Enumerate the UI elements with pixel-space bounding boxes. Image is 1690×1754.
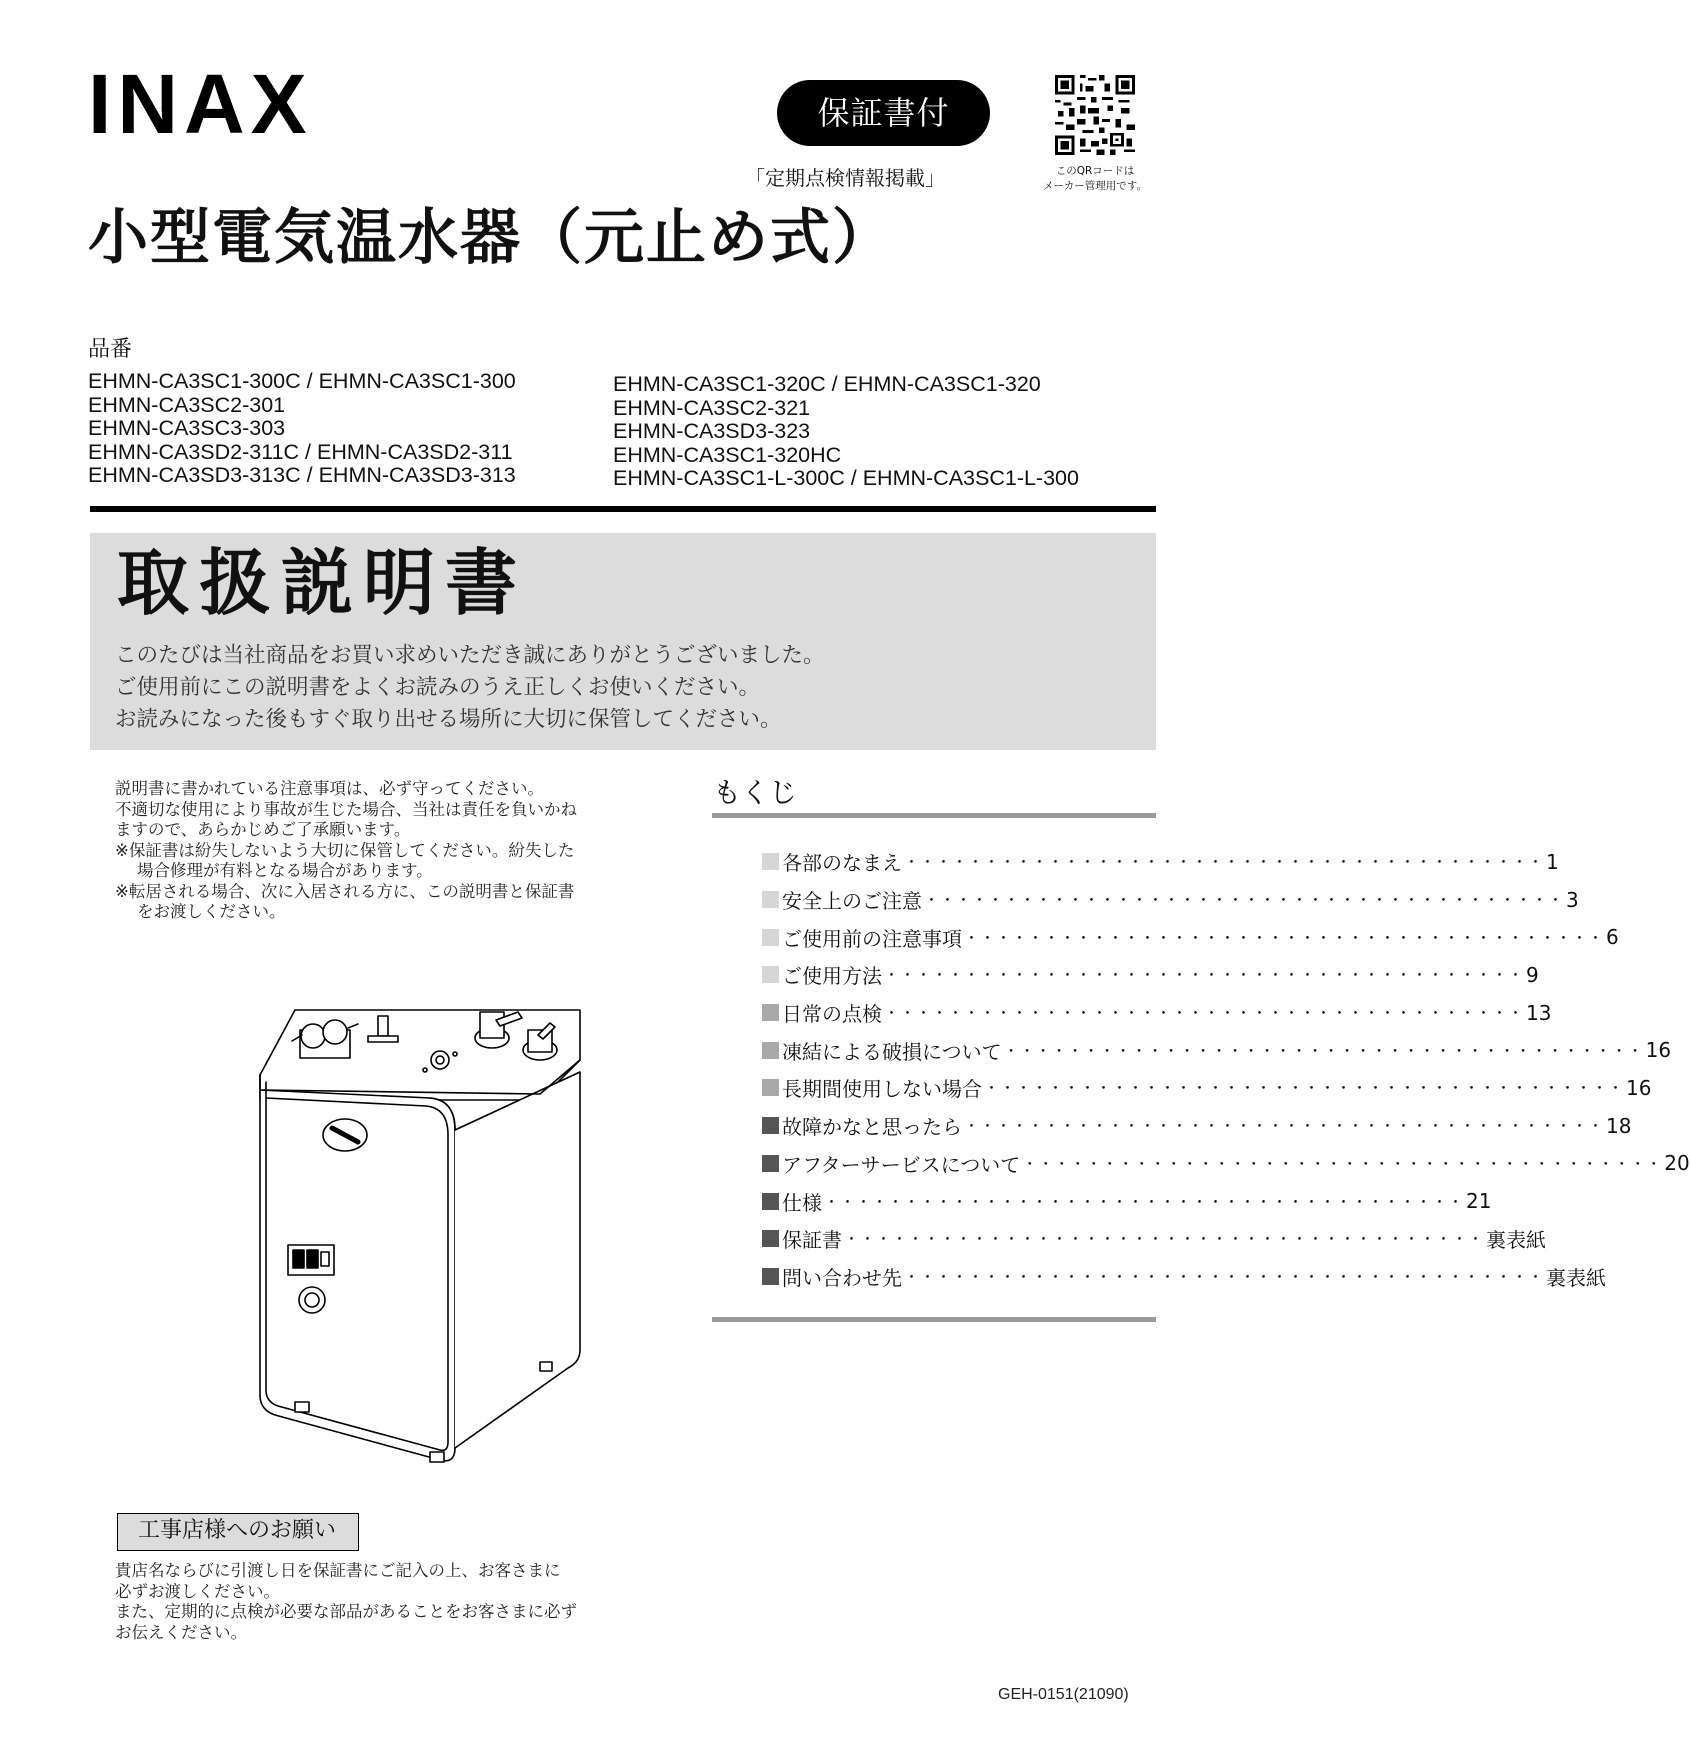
toc-item-label: 故障かなと思ったら	[782, 1115, 962, 1140]
toc-item-page: 3	[1566, 887, 1579, 912]
toc-divider	[712, 1317, 1156, 1322]
square-bullet-icon	[762, 1004, 779, 1021]
toc-item[interactable]	[762, 1182, 1492, 1220]
installer-line: 必ずお渡しください。	[115, 1581, 280, 1601]
table-of-contents	[762, 843, 1690, 1295]
note-line: ※転居される場合、次に入居される方に、この説明書と保証書	[115, 881, 575, 901]
toc-divider	[712, 813, 1156, 818]
qr-note	[1030, 164, 1160, 194]
toc-item-label: 問い合わせ先	[782, 1265, 902, 1290]
thanks-line: このたびは当社商品をお買い求めいただき誠にありがとうございました。	[115, 643, 825, 668]
toc-item-page: 裏表紙	[1546, 1265, 1607, 1290]
note-line: ※保証書は紛失しないよう大切に保管してください。紛失した	[115, 840, 575, 860]
square-bullet-icon	[762, 929, 779, 946]
toc-item-label: ご使用前の注意事項	[782, 926, 962, 951]
note-line: ますので、あらかじめご了承願います。	[115, 820, 411, 839]
installer-request-title: 工事店様へのお願い	[137, 1518, 336, 1543]
maintenance-info-note: 「定期点検情報掲載」	[745, 166, 945, 190]
toc-item-label: 凍結による破損について	[782, 1039, 1002, 1064]
model-number: EHMN-CA3SC1-320C / EHMN-CA3SC1-320	[613, 372, 1041, 396]
note-line: 場合修理が有料となる場合があります。	[137, 861, 433, 880]
model-number-label: 品番	[88, 337, 133, 362]
document-code: GEH-0151(21090)	[998, 1686, 1129, 1703]
toc-item-label: 安全上のご注意	[782, 889, 922, 914]
square-bullet-icon	[762, 853, 779, 870]
thanks-line: ご使用前にこの説明書をよくお読みのうえ正しくお使いください。	[115, 675, 761, 700]
leader-dots: ・・・・・・・・・・・・・・・・・・・・・・・・・・・・・・・・・・・・・・・・	[964, 928, 1605, 947]
toc-item-page: 1	[1546, 849, 1559, 874]
square-bullet-icon	[762, 1117, 779, 1134]
model-number: EHMN-CA3SC1-L-300C / EHMN-CA3SC1-L-300	[613, 466, 1079, 490]
installer-request-text	[115, 1561, 577, 1643]
installer-line: また、定期的に点検が必要な部品があることをお客さまに必ず	[115, 1602, 577, 1621]
toc-item-label: 仕様	[782, 1190, 822, 1215]
model-number: EHMN-CA3SC3-303	[88, 416, 286, 440]
toc-item[interactable]	[762, 1069, 1652, 1107]
square-bullet-icon	[762, 1042, 779, 1059]
model-number: EHMN-CA3SD2-311C / EHMN-CA3SD2-311	[88, 439, 513, 464]
model-number: EHMN-CA3SC2-321	[613, 395, 811, 420]
toc-item-label: 日常の点検	[782, 1002, 882, 1027]
thanks-line: お読みになった後もすぐ取り出せる場所に大切に保管してください。	[115, 707, 782, 732]
square-bullet-icon	[762, 966, 779, 983]
leader-dots: ・・・・・・・・・・・・・・・・・・・・・・・・・・・・・・・・・・・・・・・・	[1022, 1154, 1663, 1173]
toc-heading: もくじ	[713, 776, 798, 809]
toc-item-page: 6	[1606, 925, 1619, 950]
toc-item-label: アフターサービスについて	[782, 1152, 1021, 1177]
square-bullet-icon	[762, 1230, 779, 1247]
toc-item[interactable]	[762, 881, 1579, 919]
leader-dots: ・・・・・・・・・・・・・・・・・・・・・・・・・・・・・・・・・・・・・・・・	[884, 966, 1525, 985]
model-list-right	[613, 373, 1079, 491]
toc-item-page: 16	[1626, 1075, 1652, 1100]
toc-item-page: 21	[1466, 1189, 1492, 1214]
leader-dots: ・・・・・・・・・・・・・・・・・・・・・・・・・・・・・・・・・・・・・・・・	[964, 1117, 1605, 1136]
qr-note-line: メーカー管理用です。	[1043, 180, 1147, 192]
toc-item-page: 9	[1526, 962, 1539, 987]
installer-line: お伝えください。	[115, 1622, 247, 1642]
leader-dots: ・・・・・・・・・・・・・・・・・・・・・・・・・・・・・・・・・・・・・・・・	[844, 1230, 1485, 1249]
toc-item[interactable]	[762, 956, 1539, 994]
leader-dots: ・・・・・・・・・・・・・・・・・・・・・・・・・・・・・・・・・・・・・・・・	[824, 1192, 1465, 1211]
square-bullet-icon	[762, 1079, 779, 1096]
toc-item[interactable]	[762, 843, 1559, 881]
manual-title: 取扱説明書	[117, 541, 528, 625]
note-line: 不適切な使用により事故が生じた場合、当社は責任を負いかね	[115, 799, 577, 819]
model-number: EHMN-CA3SC2-301	[88, 392, 286, 417]
toc-item[interactable]	[762, 918, 1619, 956]
toc-item[interactable]	[762, 1107, 1632, 1145]
square-bullet-icon	[762, 891, 779, 908]
toc-item[interactable]	[762, 1031, 1672, 1069]
toc-item[interactable]	[762, 1145, 1690, 1183]
water-heater-illustration	[240, 990, 640, 1510]
brand-logo: INAX	[88, 57, 313, 151]
leader-dots: ・・・・・・・・・・・・・・・・・・・・・・・・・・・・・・・・・・・・・・・・	[904, 853, 1545, 872]
model-list-left	[88, 370, 516, 488]
product-title: 小型電気温水器（元止め式）	[88, 203, 894, 273]
model-number: EHMN-CA3SD3-313C / EHMN-CA3SD3-313	[88, 463, 516, 487]
leader-dots: ・・・・・・・・・・・・・・・・・・・・・・・・・・・・・・・・・・・・・・・・	[904, 1267, 1545, 1286]
model-number: EHMN-CA3SD3-323	[613, 419, 811, 443]
caution-notes	[115, 779, 655, 923]
toc-item-label: 保証書	[782, 1228, 842, 1253]
note-line: 説明書に書かれている注意事項は、必ず守ってください。	[115, 779, 544, 798]
installer-line: 貴店名ならびに引渡し日を保証書にご記入の上、お客さまに	[115, 1561, 561, 1580]
thanks-message	[115, 640, 825, 736]
qr-code-icon	[1055, 75, 1135, 155]
toc-item-page: 16	[1645, 1038, 1672, 1063]
leader-dots: ・・・・・・・・・・・・・・・・・・・・・・・・・・・・・・・・・・・・・・・・	[984, 1079, 1625, 1098]
toc-item-page: 裏表紙	[1486, 1228, 1547, 1253]
toc-item-page: 20	[1664, 1151, 1690, 1176]
toc-item[interactable]	[762, 1258, 1607, 1296]
note-line: をお渡しください。	[137, 902, 286, 921]
toc-item-page: 13	[1526, 1000, 1552, 1025]
warranty-badge: 保証書付	[777, 80, 990, 146]
model-number: EHMN-CA3SC1-320HC	[613, 442, 842, 467]
leader-dots: ・・・・・・・・・・・・・・・・・・・・・・・・・・・・・・・・・・・・・・・・	[1003, 1041, 1644, 1060]
toc-item-label: 各部のなまえ	[782, 851, 902, 876]
toc-item-label: ご使用方法	[782, 964, 882, 989]
toc-item[interactable]	[762, 994, 1552, 1032]
leader-dots: ・・・・・・・・・・・・・・・・・・・・・・・・・・・・・・・・・・・・・・・・	[884, 1004, 1525, 1023]
model-number: EHMN-CA3SC1-300C / EHMN-CA3SC1-300	[88, 369, 516, 393]
toc-item-page: 18	[1606, 1113, 1632, 1138]
toc-item-label: 長期間使用しない場合	[782, 1077, 982, 1102]
square-bullet-icon	[762, 1193, 779, 1210]
divider	[90, 506, 1156, 512]
toc-item[interactable]	[762, 1220, 1547, 1258]
square-bullet-icon	[762, 1268, 779, 1285]
leader-dots: ・・・・・・・・・・・・・・・・・・・・・・・・・・・・・・・・・・・・・・・・	[924, 891, 1565, 910]
qr-note-line: このQRコードは	[1055, 165, 1135, 177]
square-bullet-icon	[762, 1155, 779, 1172]
